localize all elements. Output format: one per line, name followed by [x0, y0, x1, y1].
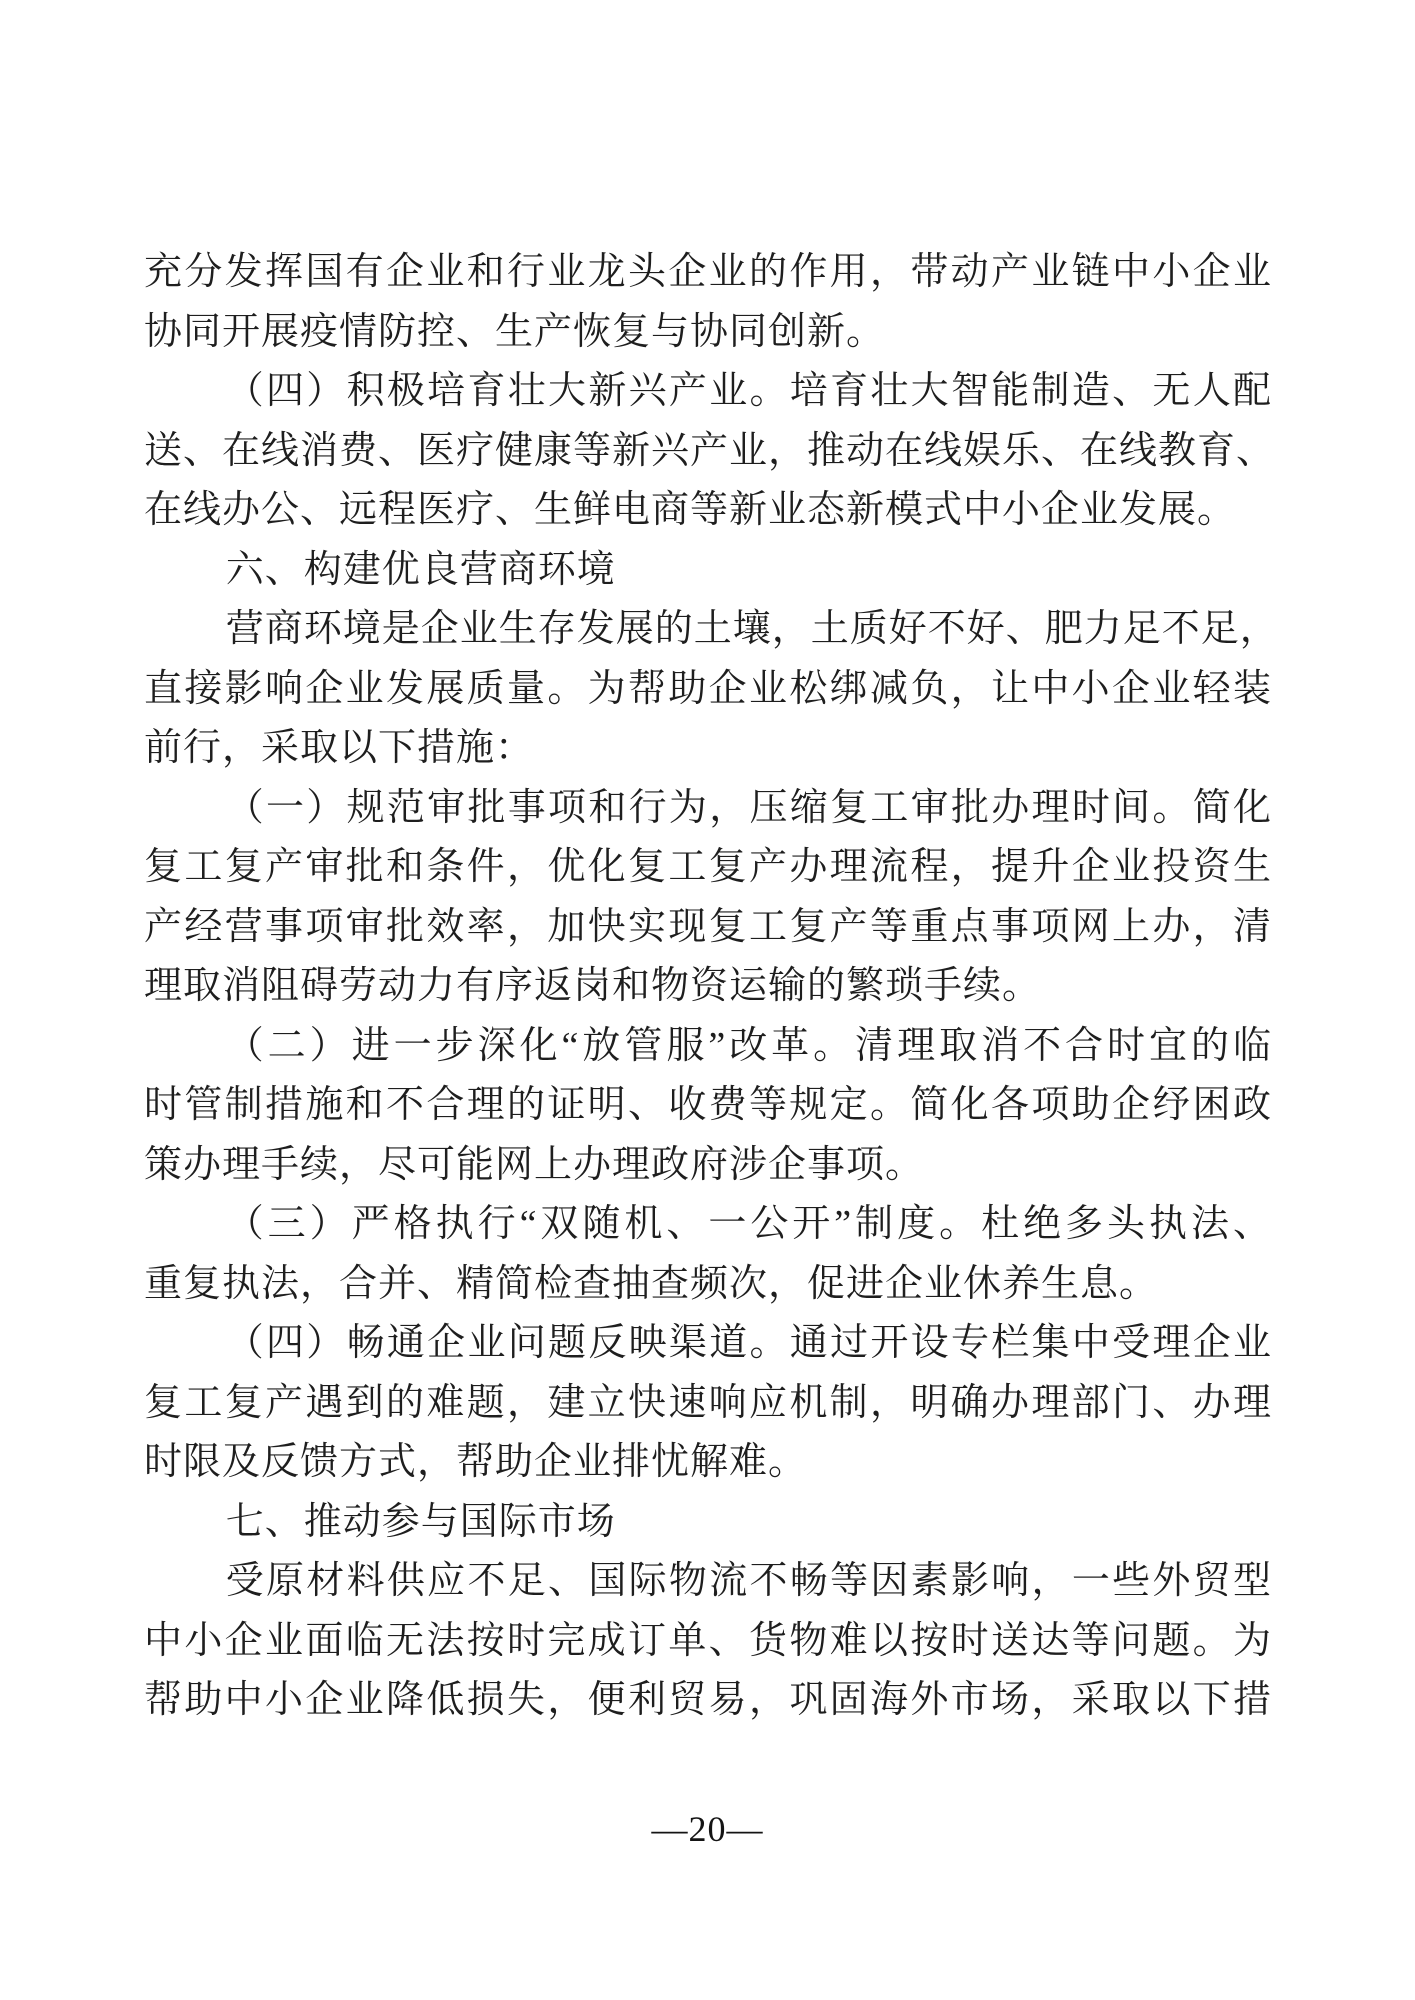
page-number: —20— [651, 1809, 764, 1849]
document-body-text [144, 243, 1279, 1731]
text-line: 策办理手续，尽可能网上办理政府涉企事项。 [144, 1143, 925, 1186]
text-line: 复工复产审批和条件，优化复工复产办理流程，提升企业投资生 [144, 846, 1272, 888]
text-line: （三）严格执行“双随机、一公开”制度。杜绝多头执法、 [225, 1203, 1272, 1245]
text-line: 充分发挥国有企业和行业龙头企业的作用，带动产业链中小企业 [144, 251, 1272, 293]
text-line: （一）规范审批事项和行为，压缩复工审批办理时间。简化 [225, 786, 1272, 829]
section-heading: 六、构建优良营商环境 [225, 548, 616, 591]
text-line: 重复执法，合并、精简检查抽查频次，促进企业休养生息。 [144, 1262, 1159, 1305]
text-line: （四）积极培育壮大新兴产业。培育壮大智能制造、无人配 [225, 370, 1272, 412]
text-line: 直接影响企业发展质量。为帮助企业松绑减负，让中小企业轻装 [144, 667, 1272, 710]
section-heading: 七、推动参与国际市场 [225, 1500, 616, 1543]
text-line: 营商环境是企业生存发展的土壤，土质好不好、肥力足不足， [225, 608, 1279, 650]
text-line: 帮助中小企业降低损失，便利贸易，巩固海外市场，采取以下措 [144, 1679, 1272, 1721]
text-line: 复工复产遇到的难题，建立快速响应机制，明确办理部门、办理 [144, 1381, 1272, 1424]
text-line: 协同开展疫情防控、生产恢复与协同创新。 [144, 310, 886, 353]
text-line: 理取消阻碍劳动力有序返岗和物资运输的繁琐手续。 [144, 965, 1042, 1007]
text-line: 在线办公、远程医疗、生鲜电商等新业态新模式中小企业发展。 [144, 489, 1237, 531]
text-line: 中小企业面临无法按时完成订单、货物难以按时送达等问题。为 [144, 1619, 1272, 1662]
text-line: 送、在线消费、医疗健康等新兴产业，推动在线娱乐、在线教育、 [144, 429, 1276, 472]
text-line: 时限及反馈方式，帮助企业排忧解难。 [144, 1441, 808, 1483]
text-line: 时管制措施和不合理的证明、收费等规定。简化各项助企纾困政 [144, 1084, 1272, 1126]
text-line: 前行，采取以下措施： [144, 727, 535, 769]
text-line: 受原材料供应不足、国际物流不畅等因素影响，一些外贸型 [225, 1560, 1272, 1602]
text-line: 产经营事项审批效率，加快实现复工复产等重点事项网上办，清 [144, 905, 1272, 948]
text-line: （二）进一步深化“放管服”改革。清理取消不合时宜的临 [225, 1024, 1272, 1067]
text-line: （四）畅通企业问题反映渠道。通过开设专栏集中受理企业 [225, 1322, 1272, 1364]
